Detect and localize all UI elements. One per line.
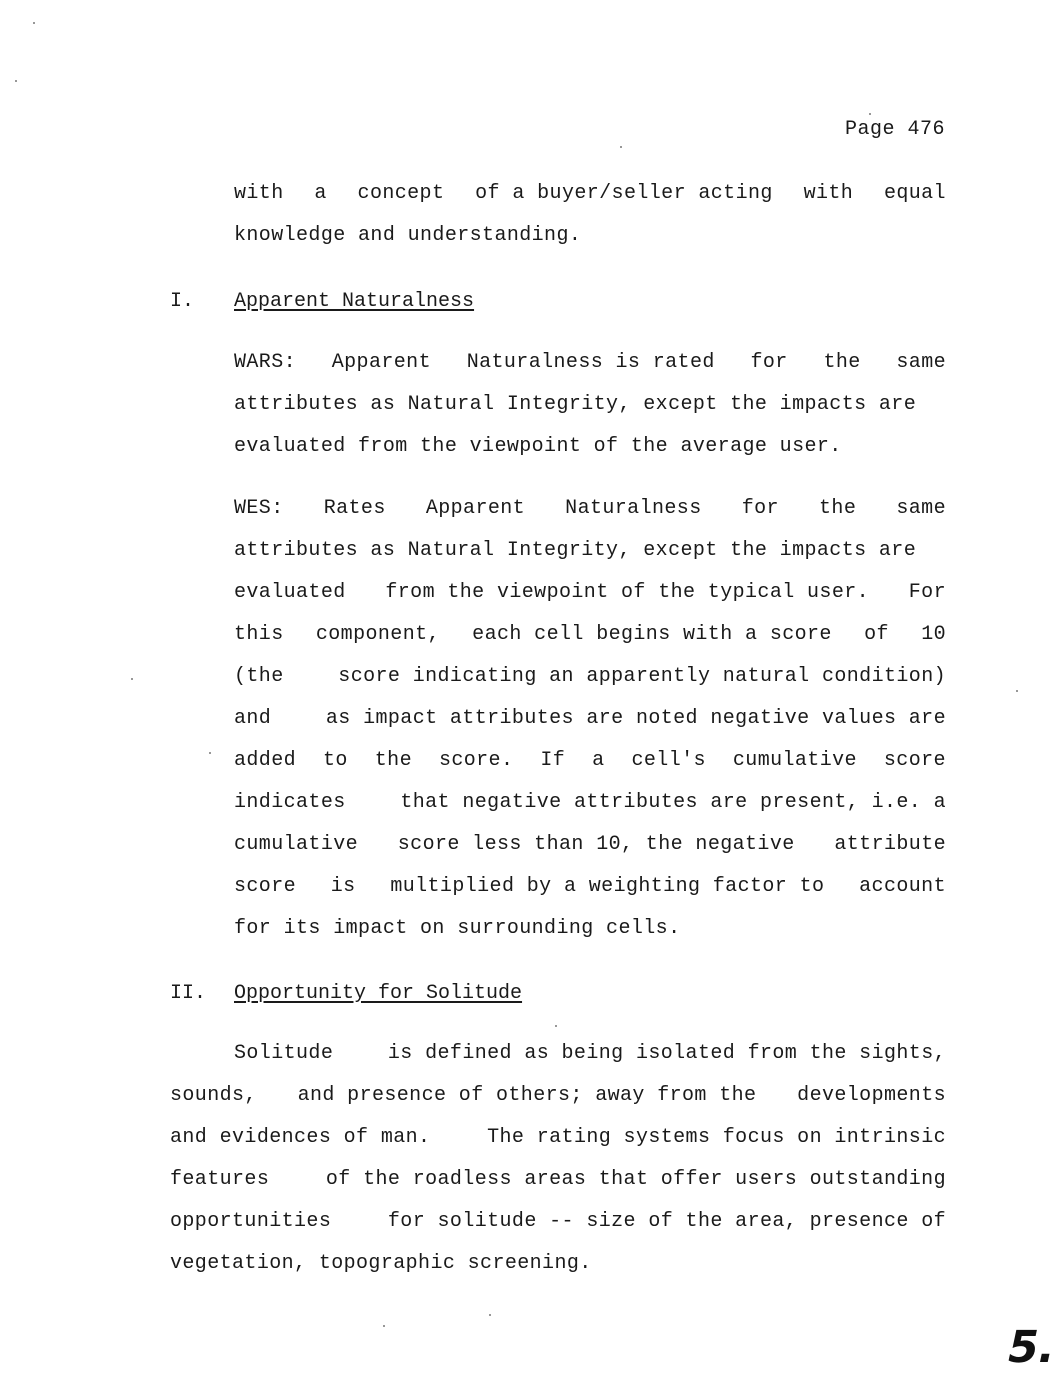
text-segment: is defined as being isolated from the sights, <box>387 1042 946 1065</box>
text-segment: Apparent <box>425 497 526 520</box>
text-segment: score less than 10, the negative <box>397 833 795 856</box>
wes-line <box>234 751 946 771</box>
wars-line <box>234 437 946 457</box>
wars-line <box>234 395 946 415</box>
text-segment: The rating systems focus on intrinsic <box>487 1126 946 1149</box>
wes-line <box>234 835 946 855</box>
text-segment: same <box>896 351 946 374</box>
text-segment: this <box>234 623 284 646</box>
text-segment: for its impact on surrounding cells. <box>234 917 681 940</box>
text-segment: vegetation, topographic screening. <box>170 1252 592 1275</box>
text-segment: of a buyer/seller acting <box>475 182 773 205</box>
wes-line <box>234 583 946 603</box>
text-segment: attribute <box>834 833 946 856</box>
wes-line <box>234 793 946 813</box>
text-segment: added <box>234 749 297 772</box>
solitude-line <box>170 1254 946 1274</box>
text-segment: score <box>883 749 946 772</box>
wes-line <box>234 667 946 687</box>
solitude-line <box>170 1128 946 1148</box>
text-segment: Apparent <box>331 351 431 374</box>
text-segment: from the viewpoint of the typical user. <box>385 581 870 604</box>
text-segment: the <box>374 749 412 772</box>
text-segment: Naturalness is rated <box>466 351 715 374</box>
text-segment: a <box>592 749 605 772</box>
text-segment: of <box>864 623 889 646</box>
text-segment: is <box>330 875 356 898</box>
text-segment: same <box>896 497 946 520</box>
text-segment: indicates <box>234 791 346 814</box>
text-segment: of the roadless areas that offer users outstanding <box>325 1168 946 1191</box>
text-segment: knowledge and understanding. <box>234 224 582 247</box>
text-segment: and evidences of man. <box>170 1126 431 1149</box>
text-segment: WARS: <box>234 351 297 374</box>
text-segment: cumulative <box>732 749 857 772</box>
text-segment: for <box>750 351 788 374</box>
section-title: Opportunity for Solitude <box>234 982 523 1005</box>
text-segment: equal <box>883 182 946 205</box>
text-segment: developments <box>797 1084 946 1107</box>
section-title: Apparent Naturalness <box>234 290 475 313</box>
text-segment: score <box>234 875 297 898</box>
text-segment: and <box>234 707 272 730</box>
text-segment: component, <box>315 623 440 646</box>
wes-line <box>234 499 946 519</box>
solitude-line <box>170 1170 946 1190</box>
solitude-line <box>170 1086 946 1106</box>
section-number: I. <box>170 290 195 313</box>
text-segment: score. <box>438 749 514 772</box>
text-segment: sounds, <box>170 1084 257 1107</box>
text-segment: as impact attributes are noted negative values are <box>325 707 946 730</box>
text-segment: to <box>322 749 348 772</box>
text-segment: If <box>540 749 566 772</box>
text-segment: attributes as Natural Integrity, except the impacts are <box>234 393 917 416</box>
text-segment: that negative attributes are present, i.e. a <box>400 791 946 814</box>
wes-line <box>234 709 946 729</box>
wes-line <box>234 877 946 897</box>
intro-line <box>234 184 946 204</box>
text-segment: and presence of others; away from the <box>297 1084 757 1107</box>
text-segment: with <box>803 182 854 205</box>
text-segment: 10 <box>921 623 946 646</box>
text-segment: evaluated from the viewpoint of the average user. <box>234 435 842 458</box>
wes-line <box>234 625 946 645</box>
text-segment: WES: <box>234 497 284 520</box>
text-segment: with <box>234 182 284 205</box>
page-number: Page 476 <box>844 118 945 141</box>
wars-line <box>234 353 946 373</box>
text-segment: a <box>314 182 327 205</box>
text-segment: concept <box>357 182 445 205</box>
handwritten-page-mark: 5. <box>1002 1322 1061 1373</box>
wes-line <box>234 919 946 939</box>
text-segment: account <box>859 875 946 898</box>
text-segment: Naturalness <box>565 497 702 520</box>
text-segment: (the <box>234 665 284 688</box>
text-segment: cumulative <box>234 833 359 856</box>
text-segment: for <box>741 497 779 520</box>
text-segment: for solitude -- size of the area, presence of <box>387 1210 946 1233</box>
text-segment: attributes as Natural Integrity, except the impacts are <box>234 539 917 562</box>
text-segment: Rates <box>323 497 386 520</box>
intro-line <box>234 226 946 246</box>
solitude-line <box>170 1212 946 1232</box>
text-segment: each cell begins with a score <box>472 623 832 646</box>
wes-line <box>234 541 946 561</box>
text-segment: multiplied by a weighting factor to <box>390 875 825 898</box>
text-segment: the <box>823 351 861 374</box>
section-number: II. <box>170 982 207 1005</box>
solitude-line <box>234 1044 946 1064</box>
text-segment: score indicating an apparently natural condition) <box>338 665 946 688</box>
text-segment: evaluated <box>234 581 346 604</box>
text-segment: the <box>819 497 857 520</box>
text-segment: For <box>908 581 946 604</box>
text-segment: opportunities <box>170 1210 332 1233</box>
text-segment: features <box>170 1168 270 1191</box>
text-segment: cell's <box>631 749 706 772</box>
text-segment: Solitude <box>234 1042 334 1065</box>
